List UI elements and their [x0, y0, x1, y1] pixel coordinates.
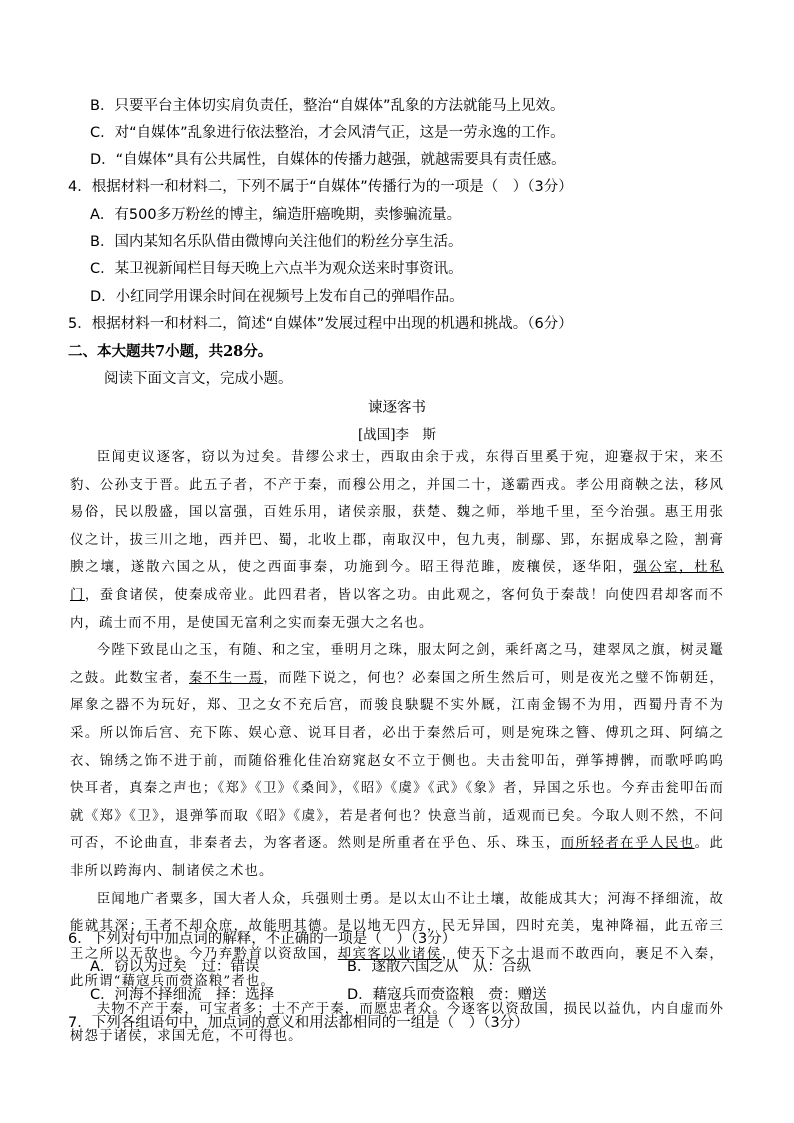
underlined-phrase: 而所轻者在乎人民也 [560, 836, 695, 852]
passage-title: 谏逐客书 [368, 400, 426, 416]
q4-option-d: D．小红同学用课余时间在视频号上发布自己的弹唱作品。 [90, 289, 464, 305]
q4-option-b: B．国内某知名乐队借由微博向关注他们的粉丝分享生活。 [90, 234, 463, 250]
passage-paragraph-3: 臣闻地广者粟多，国大者人众，兵强则士勇。是以太山不让土壤，故能成其大；河海不择细流，故能就其深；王者不却众庶，故能明其德。是以地无四方，民无异国，四时充美，鬼神降福，此五帝三王之所以无敌也。今乃弃黔首以资敌国，却宾客以业诸侯，使天下之士退而不敢西向，裹足不入秦，此所谓“藉寇兵而赍盗粮”者也。 [70, 891, 724, 990]
q6-stem: 6．下列对句中加点词的解释，不正确的一项是（ ）（3分） [68, 931, 457, 947]
underlined-phrase: 强公室，杜私门 [70, 560, 724, 603]
passage-paragraph-4: 夫物不产于秦，可宝者多；士不产于秦，而愿忠者众。今逐客以资敌国，损民以益仇，内自虚而外树怨于诸侯，求国无危，不可得也。 [70, 1001, 724, 1045]
q6-option-c: C．河海不择细流 择：选择 [90, 987, 275, 1003]
q6-option-a: A．窃以为过矣 过：错误 [90, 959, 260, 975]
section-heading: 二、本大题共7小题，共28分。 [68, 343, 273, 360]
q3-option-d: D．“自媒体”具有公共属性，自媒体的传播力越强，就越需要具有责任感。 [90, 152, 566, 168]
q6-option-b: B．遂散六国之从 从：合纵 [347, 959, 531, 975]
q3-option-b: B．只要平台主体切实肩负责任，整治“自媒体”乱象的方法就能马上见效。 [90, 98, 565, 114]
q3-option-c: C．对“自媒体”乱象进行依法整治，才会风清气正，这是一劳永逸的工作。 [90, 125, 565, 141]
q4-stem: 4．根据材料一和材料二，下列不属于“自媒体”传播行为的一项是（ ）（3分） [68, 179, 573, 195]
q4-option-c: C．某卫视新闻栏目每天晚上六点半为观众送来时事资讯。 [90, 261, 463, 277]
underlined-phrase: 秦不生一焉 [188, 670, 264, 686]
passage-author: [战国]李 斯 [357, 427, 437, 443]
passage-paragraph-2: 今陛下致昆山之玉，有随、和之宝，垂明月之珠，服太阿之剑，乘纤离之马，建翠凤之旗，树灵鼍之鼓。此数宝者，秦不生一焉，而陛下说之，何也？必秦国之所生然后可，则是夜光之璧不饰朝廷，犀象之器不为玩好，郑、卫之女不充后宫，而骏良駃騠不实外厩，江南金锡不为用，西蜀丹青不为采。所以饰后宫、充下陈、娱心意、说耳目者，必出于秦然后可，则是宛珠之簪、傅玑之珥、阿缟之衣、锦绣之饰不进于前，而随俗雅化佳冶窈窕赵女不立于侧也。夫击瓮叩缶，弹筝搏髀，而歌呼呜呜快耳者，真秦之声也；《郑》《卫》《桑间》，《昭》《虞》《武》《象》者，异国之乐也。今弃击瓮叩缶而就《郑》《卫》，退弹筝而取《昭》《虞》，若是者何也？快意当前，适观而已矣。今取人则不然，不问可否，不论曲直，非秦者去，为客者逐。然则是所重者在乎色、乐、珠玉，而所轻者在乎人民也。此非所以跨海内、制诸侯之术也。 [70, 643, 724, 879]
passage-paragraph-1: 臣闻吏议逐客，窃以为过矣。昔缪公求士，西取由余于戎，东得百里奚于宛，迎蹇叔于宋，来丕豹、公孙支于晋。此五子者，不产于秦，而穆公用之，并国二十，遂霸西戎。孝公用商鞅之法，移风易俗，民以殷盛，国以富强，百姓乐用，诸侯亲服，获楚、魏之师，举地千里，至今治强。惠王用张仪之计，拔三川之地，西并巴、蜀，北收上郡，南取汉中，包九夷，制鄢、郢，东据成皋之险，割膏腴之壤，遂散六国之从，使之西面事秦，功施到今。昭王得范雎，废穰侯，逐华阳，强公室，杜私门，蚕食诸侯，使秦成帝业。此四君者，皆以客之功。由此观之，客何负于秦哉！向使四君却客而不内，疏士而不用，是使国无富利之实而秦无强大之名也。 [70, 450, 724, 631]
q5-stem: 5．根据材料一和材料二，简述“自媒体”发展过程中出现的机遇和挑战。（6分） [68, 316, 573, 332]
q6-option-d: D．藉寇兵而赍盗粮 赍：赠送 [347, 987, 547, 1003]
q7-stem: 7．下列各组语句中，加点词的意义和用法都相同的一组是（ ）（3分） [68, 1015, 529, 1031]
section-intro: 阅读下面文言文，完成小题。 [104, 371, 293, 387]
underlined-phrase: 却宾客以业诸侯 [337, 946, 442, 962]
q4-option-a: A．有500多万粉丝的博主，编造肝癌晚期，卖惨骗流量。 [90, 207, 462, 223]
